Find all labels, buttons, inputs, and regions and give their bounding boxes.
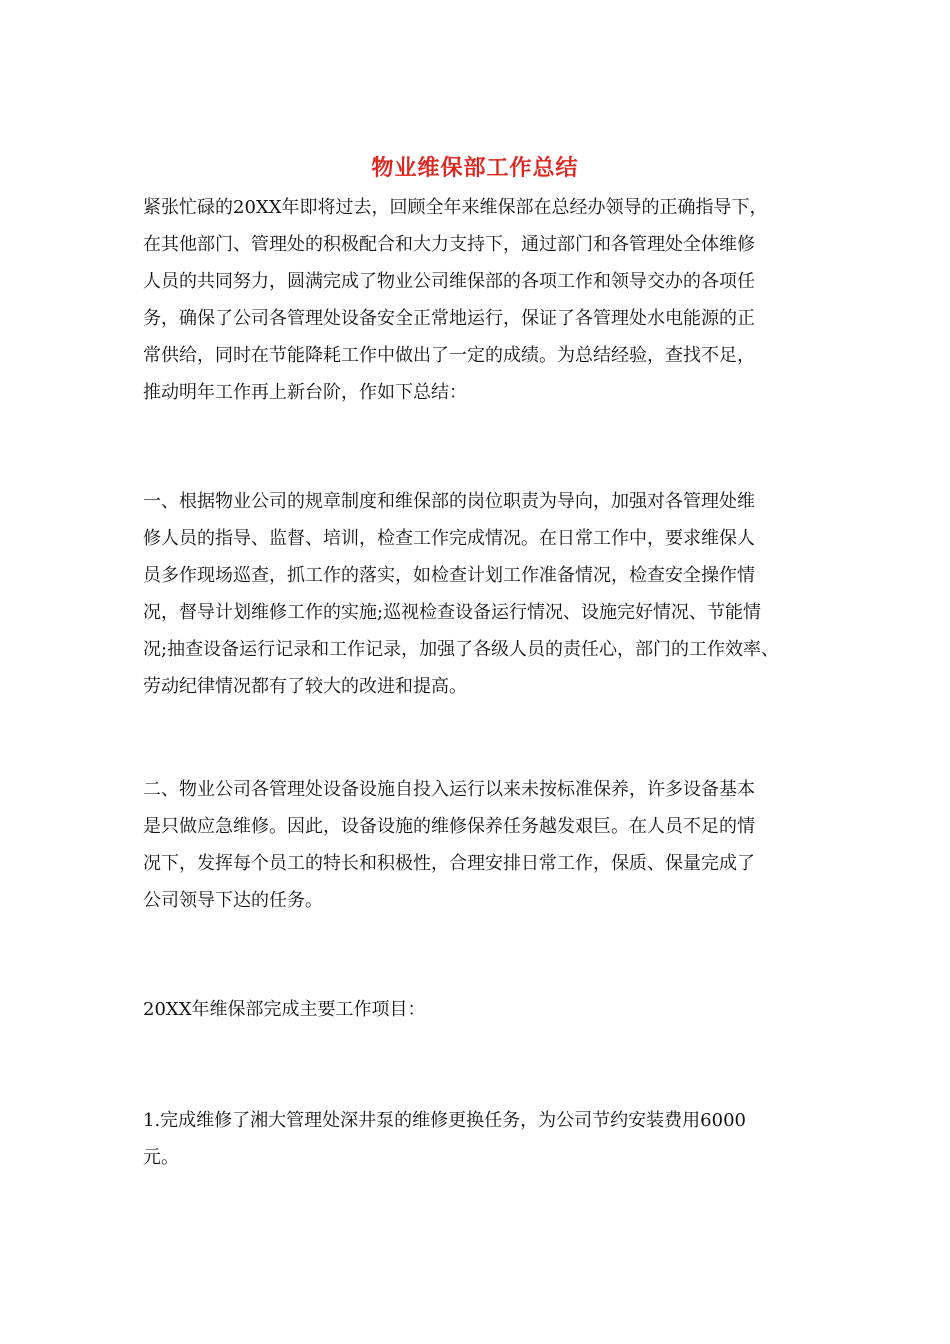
text-line: 公司领导下达的任务。 bbox=[143, 890, 323, 911]
text-line: 员多作现场巡查，抓工作的落实，如检查计划工作准备情况，检查安全操作情 bbox=[143, 565, 755, 586]
section-one-paragraph bbox=[143, 483, 833, 705]
text-line: 修人员的指导、监督、培训，检查工作完成情况。在日常工作中，要求维保人 bbox=[143, 528, 755, 549]
text-line: 在其他部门、管理处的积极配合和大力支持下，通过部门和各管理处全体维修 bbox=[143, 234, 755, 255]
text-line: 劳动纪律情况都有了较大的改进和提高。 bbox=[143, 676, 467, 697]
text-line: 务，确保了公司各管理处设备安全正常地运行，保证了各管理处水电能源的正 bbox=[143, 308, 755, 329]
text-line: 紧张忙碌的20XX年即将过去，回顾全年来维保部在总经办领导的正确指导下， bbox=[143, 197, 768, 218]
text-line: 人员的共同努力，圆满完成了物业公司维保部的各项工作和领导交办的各项任 bbox=[143, 271, 755, 292]
text-line: 元。 bbox=[143, 1147, 179, 1168]
text-line: 况下，发挥每个员工的特长和积极性，合理安排日常工作，保质、保量完成了 bbox=[143, 853, 755, 874]
text-line: 二、物业公司各管理处设备设施自投入运行以来未按标准保养，许多设备基本 bbox=[143, 779, 755, 800]
text-line: 是只做应急维修。因此，设备设施的维修保养任务越发艰巨。在人员不足的情 bbox=[143, 816, 755, 837]
text-line: 一、根据物业公司的规章制度和维保部的岗位职责为导向，加强对各管理处维 bbox=[143, 491, 755, 512]
text-line: 况，督导计划维修工作的实施;巡视检查设备运行情况、设施完好情况、节能情 bbox=[143, 602, 762, 623]
intro-paragraph bbox=[143, 189, 833, 411]
text-line: 常供给，同时在节能降耗工作中做出了一定的成绩。为总结经验，查找不足， bbox=[143, 345, 755, 366]
document-title: 物业维保部工作总结 bbox=[371, 155, 579, 181]
work-items-heading bbox=[143, 991, 833, 1028]
work-item-1 bbox=[143, 1102, 833, 1176]
text-line: 20XX年维保部完成主要工作项目： bbox=[143, 999, 426, 1020]
section-two-paragraph bbox=[143, 771, 833, 919]
text-line: 1.完成维修了湘大管理处深井泵的维修更换任务，为公司节约安装费用6000 bbox=[143, 1110, 746, 1131]
text-line: 推动明年工作再上新台阶，作如下总结： bbox=[143, 382, 467, 403]
text-line: 况;抽查设备运行记录和工作记录，加强了各级人员的责任心，部门的工作效率、 bbox=[143, 639, 780, 660]
